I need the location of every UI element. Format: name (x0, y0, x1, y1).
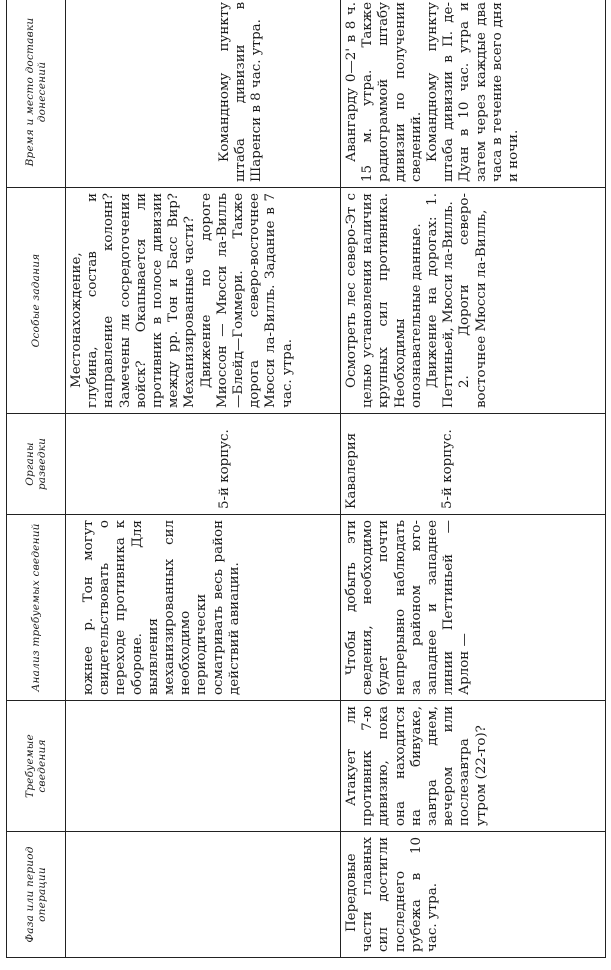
header-organs: Органы разведки (7, 414, 66, 515)
row1-organs-b: 5-й корпус. (217, 429, 232, 509)
row1-tasks (66, 188, 341, 414)
row2-time-b: Командному пункту штаба дивизии в П. де-Дуан в 10 час. утра и затем через каждые два часа в течение всего дня и ночи. (425, 2, 522, 182)
intelligence-plan-table (6, 0, 606, 958)
row2-info: Атакует ли противник 7-ю дивизию, пока она находится на бивуаке, завтра днем, вечером или послезавтра утром (22-го)? (341, 701, 606, 832)
table-row (66, 0, 341, 958)
header-row (7, 0, 66, 958)
row1-time-b: Командному пункту штаба дивизии в Шаренси в 8 час. утра. (217, 2, 265, 182)
table-row (341, 0, 606, 958)
row2-phase: Передовые части главных сил достигли последнего рубежа в 10 час. утра. (341, 832, 606, 958)
row1-time (66, 0, 341, 188)
row2-analysis: Чтобы добыть эти сведения, необходимо будет почти непрерывно наблюдать за районом юго-западнее и западнее линии Петтиньей — Арлон — (341, 515, 606, 701)
row2-organs (341, 414, 606, 515)
row2-organs-b: 5-й корпус. (440, 429, 456, 509)
rotated-table-wrapper (6, 2, 601, 958)
row2-organs-a: Кавалерия (344, 432, 359, 509)
row2-tasks-b1: Движение на дорогах: 1. Петтиньей, Мюсси ла-Вилль. (425, 193, 457, 408)
header-analysis: Анализ требуемых сведений (7, 515, 66, 701)
row1-tasks-a: Местонахождение, глубина, состав и направление колонн? Замечены ли сосредоточения войск? Окапывается ли противник в полосе дивизии между рр. Тон и Басс Вир? Механизированные части? (69, 193, 198, 408)
header-info: Требуемые сведения (7, 701, 66, 832)
row2-time (341, 0, 606, 188)
header-time: Время и место доставки донесений (7, 0, 66, 188)
row1-tasks-b: Движение по дороге Миоссон — Мюсси ла-Вилль—Блейд—Гоммери. Также дорога северо-восточнее Мюсси ла-Вилль. Задание в 7 час. утра. (198, 193, 295, 408)
row2-time-a: Авангарду 0—2' в 8 ч. 15 м. утра. Также радиограммой штабу дивизии по получении сведений. (344, 2, 424, 182)
row1-organs (66, 414, 341, 515)
row2-tasks-a: Осмотреть лес северо-Эт с целью установления наличия крупных сил противника. Необходимы опознавательные данные. (344, 193, 424, 408)
header-phase: Фаза или период операции (7, 832, 66, 958)
row2-tasks (341, 188, 606, 414)
header-tasks: Особые задания (7, 188, 66, 414)
row1-phase (66, 832, 341, 958)
row1-analysis-text: южнее р. Тон могут свидетельствовать о переходе противника к обороне. Для выявления механизированных сил необходимо периодически осматривать весь район действий авиации. (81, 520, 242, 695)
row2-tasks-b2: 2. Дороги северо-восточнее Мюсси ла-Вилль, (457, 193, 489, 408)
row1-info (66, 701, 341, 832)
row1-analysis (66, 515, 341, 701)
